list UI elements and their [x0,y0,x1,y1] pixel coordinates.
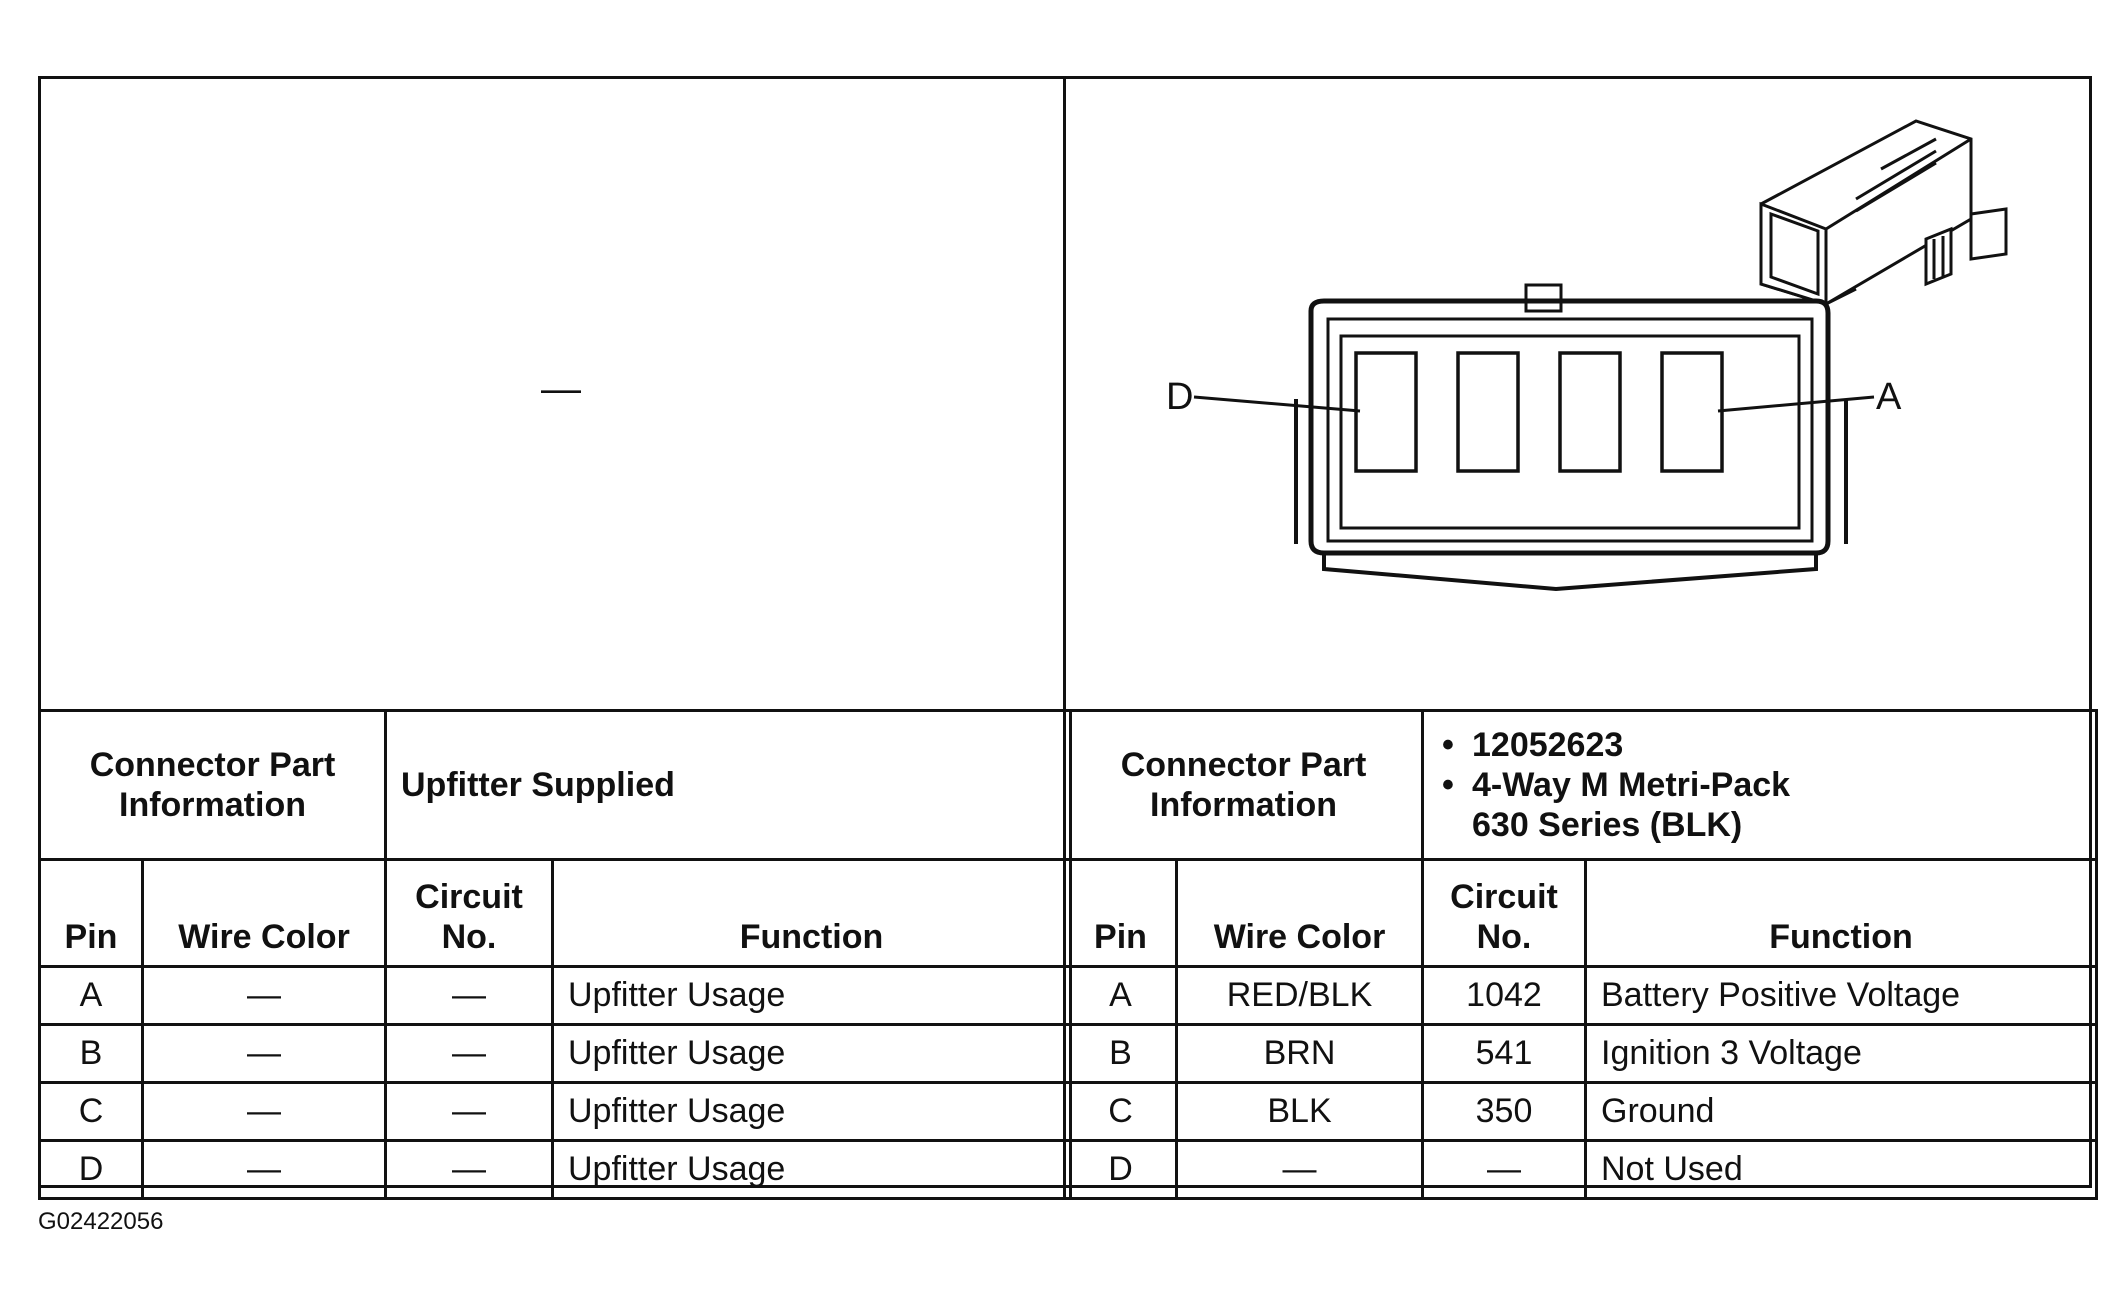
right-connector-panel [1066,79,2089,710]
connector-info-label: Connector Part Information [1065,711,1423,860]
cavity-c [1458,353,1518,471]
table-row: D — — Upfitter Usage [40,1141,1071,1199]
connector-info-label: Connector Part Information [40,711,386,860]
connector-info-value: Upfitter Supplied [386,711,1071,860]
left-pinout-table [38,709,1072,1200]
table-header-row [40,860,1071,967]
wire-color-header: Wire Color [143,860,386,967]
pin-header: Pin [40,860,143,967]
connector-face [1194,285,1874,589]
connector-face-drawing [1066,79,2089,710]
cavity-b [1560,353,1620,471]
function-header: Function [553,860,1071,967]
connector-part-number: • 12052623 [1438,725,2081,765]
connector-info-row [1065,711,2097,860]
cavity-a [1662,353,1722,471]
table-row: C — — Upfitter Usage [40,1083,1071,1141]
table-row: B BRN 541 Ignition 3 Voltage [1065,1025,2097,1083]
connector-isometric-icon [1761,121,2006,304]
table-row: A — — Upfitter Usage [40,967,1071,1025]
table-row: A RED/BLK 1042 Battery Positive Voltage [1065,967,2097,1025]
table-row: C BLK 350 Ground [1065,1083,2097,1141]
connector-end-view-frame [38,76,2092,1188]
leader-line-a [1718,397,1874,411]
table-header-row [1065,860,2097,967]
connector-info-list [1438,725,2081,845]
image-placeholder-dash: — [541,367,581,411]
connector-description: • 4-Way M Metri-Pack 630 Series (BLK) [1438,765,1852,845]
wire-color-header: Wire Color [1177,860,1423,967]
leader-line-d [1194,397,1360,411]
figure-code: G02422056 [38,1208,164,1235]
circuit-no-header: Circuit No. [1423,860,1586,967]
cavity-d [1356,353,1416,471]
table-row: D — — Not Used [1065,1141,2097,1199]
circuit-no-header: Circuit No. [386,860,553,967]
left-connector-panel [41,79,1066,710]
function-header: Function [1586,860,2097,967]
pin-header: Pin [1065,860,1177,967]
right-pinout-table [1063,709,2098,1200]
connector-info-value [1423,711,2097,860]
cavity-label-a: A [1876,376,1902,418]
table-row: B — — Upfitter Usage [40,1025,1071,1083]
cavity-label-d: D [1166,376,1194,418]
connector-info-row [40,711,1071,860]
